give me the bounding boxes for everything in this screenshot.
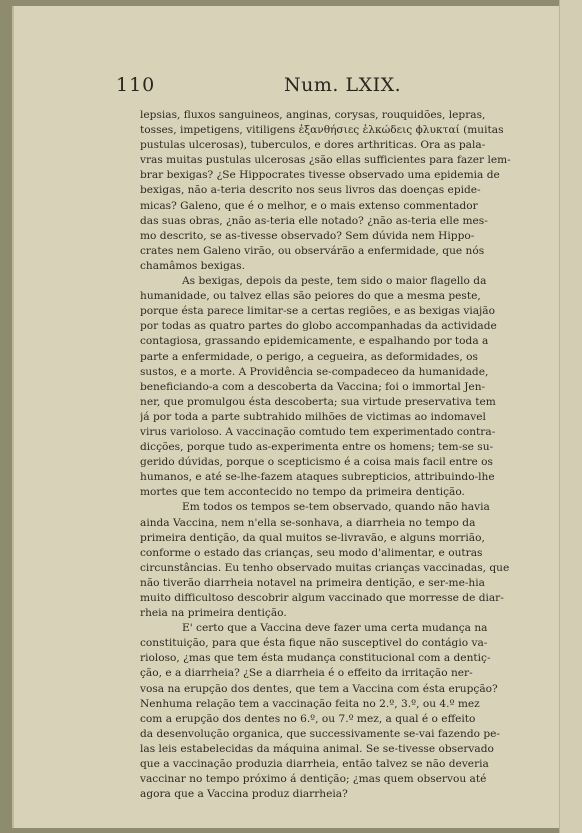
text-line: primeira dentição, da qual muitos se-livravão, e alguns morrião, <box>140 531 485 544</box>
text-line: virus varioloso. A vaccinação comtudo tem experimentado contra- <box>140 425 496 438</box>
text-line: conforme o estado das crianças, seu modo d'alimentar, e outras <box>140 546 483 559</box>
text-line: que a vaccinação produzia diarrheia, então talvez se não deveria <box>140 758 489 771</box>
text-line: contagiosa, grassando epidemicamente, e espalhando por toda a <box>140 335 489 348</box>
text-line: gerido dúvidas, porque o scepticismo é a coisa mais facil entre os <box>140 456 493 469</box>
text-line: mo descrito, se as-tivesse observado? Sem dúvida nem Hippo- <box>140 229 475 242</box>
text-line: pustulas ulcerosas), tuberculos, e dores arthriticas. Ora as pala- <box>140 139 486 152</box>
text-line: bexigas, não a-teria descrito nos seus livros das doenças epide- <box>140 184 481 197</box>
text-line: rioloso, ¿mas que tem ésta mudança constitucional com a dentiç- <box>140 652 491 665</box>
text-line: muito difficultoso descobrir algum vaccinado que morresse de diar- <box>140 592 504 604</box>
text-line: rheia na primeira dentição. <box>140 607 287 620</box>
text-line: da desenvolução organica, que successivamente se-vai fazendo pe- <box>140 727 500 740</box>
text-line: ainda Vaccina, nem n'ella se-sonhava, a diarrheia no tempo da <box>140 516 476 529</box>
paragraph-3 <box>140 500 524 621</box>
paragraph-1 <box>140 108 524 274</box>
text-line: Nenhuma relação tem a vaccinação feita no 2.º, 3.º, ou 4.º mez <box>140 697 480 710</box>
text-line: constituição, para que ésta fique não susceptivel do contágio va- <box>140 637 488 650</box>
text-line: crates nem Galeno virão, ou observárão a enfermidade, que nós <box>140 244 485 257</box>
issue-number: Num. LXIX. <box>284 74 402 96</box>
running-head <box>116 74 524 100</box>
paragraph-2 <box>140 274 524 500</box>
text-line: sustos, e a morte. A Providência se-compadeceo da humanidade, <box>140 365 489 378</box>
text-line: vaccinar no tempo próximo á dentição; ¿mas quem observou até <box>140 773 487 786</box>
text-line: humanos, e até se-lhe-fazem ataques subrepticios, attribuindo-lhe <box>140 471 495 484</box>
text-line: As bexigas, depois da peste, tem sido o maior flagello da <box>182 275 487 288</box>
text-line: com a erupção dos dentes no 6.º, ou 7.º mez, a qual é o effeito <box>140 712 476 725</box>
text-line: Em todos os tempos se-tem observado, quando não havia <box>182 501 490 514</box>
text-line: porque ésta parece limitar-se a certas regiões, e as bexigas viajão <box>140 305 495 318</box>
text-line: lepsias, fluxos sanguineos, anginas, corysas, rouquidões, lepras, <box>140 109 486 121</box>
body-text <box>140 108 524 802</box>
page-number: 110 <box>116 74 156 96</box>
text-line: E' certo que a Vaccina deve fazer uma certa mudança na <box>182 622 488 635</box>
text-line: ção, e a diarrheia? ¿Se a diarrheia é o effeito da irritação ner- <box>140 667 473 680</box>
text-line: das suas obras, ¿não as-teria elle notado? ¿não as-teria elle mes- <box>140 214 488 227</box>
text-line: vras muitas pustulas ulcerosas ¿são ellas sufficientes para fazer lem- <box>140 154 511 167</box>
text-line: las leis estabelecidas da máquina animal. Se se-tivesse observado <box>140 742 494 755</box>
text-line: beneficiando-a com a descoberta da Vaccina; foi o immortal Jen- <box>140 380 486 393</box>
text-line: por todas as quatro partes do globo accompanhadas da actividade <box>140 320 497 333</box>
text-line: agora que a Vaccina produz diarrheia? <box>140 788 348 801</box>
text-line: vosa na erupção dos dentes, que tem a Vaccina com ésta erupção? <box>140 682 498 695</box>
text-line: ner, que promulgou ésta descoberta; sua virtude preservativa tem <box>140 395 496 408</box>
text-line: dicções, porque tudo as-experimenta entre os homens; tem-se su- <box>140 441 494 454</box>
text-line: chamâmos bexigas. <box>140 259 245 272</box>
text-line: mortes que tem accontecido no tempo da primeira dentição. <box>140 486 465 499</box>
text-line: já por toda a parte subtrahido milhões de victimas ao indomavel <box>140 410 486 423</box>
text-line: tosses, impetigens, vitiligens ἐξανθήσιες ἑλκώδεις ϕλυκταί (muitas <box>140 124 504 137</box>
text-line: humanidade, ou talvez ellas são peiores do que a mesma peste, <box>140 290 481 303</box>
text-line: micas? Galeno, que é o melhor, e o mais extenso commentador <box>140 199 478 212</box>
text-line: não tiverão diarrheia notavel na primeira dentição, e ser-me-hia <box>140 576 485 589</box>
text-line: brar bexigas? ¿Se Hippocrates tivesse observado uma epidemia de <box>140 169 500 182</box>
adjacent-page-edge <box>559 0 582 833</box>
paragraph-4 <box>140 621 524 802</box>
text-line: parte a enfermidade, o perigo, a cegueira, as deformidades, os <box>140 350 478 363</box>
text-line: circunstâncias. Eu tenho observado muitas crianças vaccinadas, que <box>140 561 510 574</box>
